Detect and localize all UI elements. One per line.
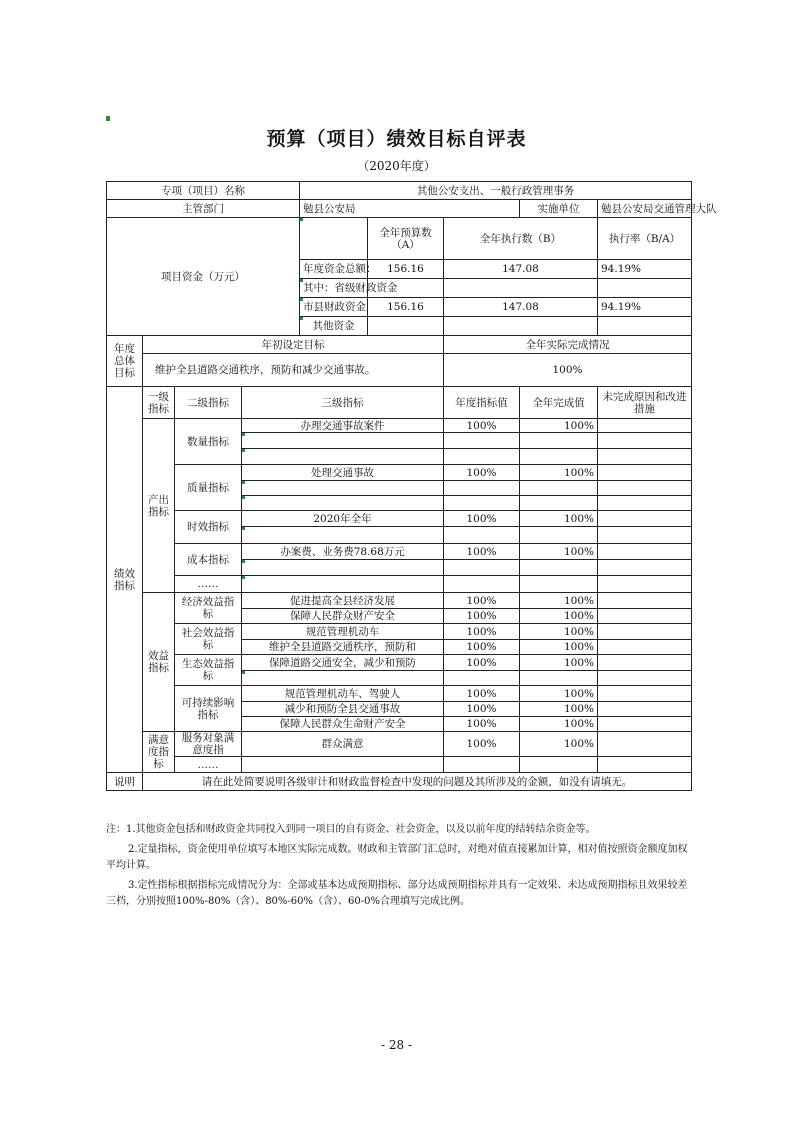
page-number: - 28 -: [380, 1038, 412, 1052]
note-2: 2.定量指标，资金使用单位填写本地区实际完成数。财政和主管部门汇总时，对绝对值直接累加计算，相对值按照资金额度加权平均计算。: [106, 844, 688, 871]
note-1: 注：1.其他资金包括和财政资金共同投入到同一项目的自有资金、社会资金，以及以前年度的结转结余资金等。: [106, 824, 596, 835]
indicator-name: 办理交通事故案件: [242, 419, 444, 433]
indicator-reason: [598, 624, 692, 640]
indicator-row: [107, 686, 692, 702]
indicator-name: 促进提高全县经济发展: [242, 593, 444, 609]
indicator-row: [107, 732, 692, 757]
indicator-actual: 100%: [520, 640, 598, 655]
indicator-reason: [598, 593, 692, 609]
indicator-target: 100%: [444, 465, 520, 481]
indicator-target: 100%: [444, 419, 520, 433]
indicator-row: [107, 624, 692, 640]
indicator-row: [107, 419, 692, 433]
overall-target-value: 维护全县道路交通秩序，预防和减少交通事故。: [143, 354, 444, 387]
funds-label: 项目资金（万元）: [107, 218, 300, 336]
indicator-actual: 100%: [520, 702, 598, 717]
indicator-actual: 100%: [520, 544, 598, 560]
indicator-name: 处理交通事故: [242, 465, 444, 481]
overall-col-actual: 全年实际完成情况: [444, 336, 692, 354]
note-3: 3.定性指标根据指标完成情况分为：全部或基本达成预期指标、部分达成预期指标并具有一定效果、未达成预期指标且效果较差三档，分别按照100%-80%（含）、80%-60%（含）、60-0%合理填写完成比例。: [106, 880, 688, 907]
department-row: [107, 200, 692, 218]
indicator-name: 减少和预防全县交通事故: [242, 702, 444, 717]
h-level1: 一级指标: [143, 387, 175, 419]
indicator-target: 100%: [444, 717, 520, 732]
funds-col-budget: 全年预算数（A）: [368, 218, 444, 260]
quality-indicator-label: 质量指标: [175, 465, 242, 511]
notes: [106, 822, 691, 914]
funds-rate-value: 94.19%: [598, 260, 692, 279]
overall-value-row: [107, 354, 692, 387]
funds-rate-value: [598, 279, 692, 298]
dept-value: 勉县公安局: [300, 200, 520, 218]
indicator-target: 100%: [444, 544, 520, 560]
indicator-row: [107, 511, 692, 527]
output-indicator-label: 产出指标: [143, 419, 175, 593]
indicator-name: 2020年全年: [242, 511, 444, 527]
service-satisfaction-label: 服务对象满意度指: [175, 732, 242, 757]
project-name-row: [107, 182, 692, 200]
indicator-reason: [598, 655, 692, 671]
remark-label: 说明: [107, 773, 143, 791]
indicator-reason: [598, 702, 692, 717]
indicators-header-row: [107, 387, 692, 419]
indicator-reason: [598, 544, 692, 560]
funds-row-label: 其中：省级财政资金: [300, 279, 368, 298]
indicator-actual: 100%: [520, 624, 598, 640]
indicator-actual: 100%: [520, 655, 598, 671]
indicator-reason: [598, 686, 692, 702]
funds-header-blank: [300, 218, 368, 260]
indicator-actual: 100%: [520, 511, 598, 527]
overall-actual-value: 100%: [444, 354, 692, 387]
impl-unit-label: 实施单位: [520, 200, 598, 218]
social-indicator-label: 社会效益指标: [175, 624, 242, 655]
indicators-label: 绩效指标: [107, 387, 143, 773]
time-indicator-label: 时效指标: [175, 511, 242, 544]
satisfaction-indicator-label: 满意度指标: [143, 732, 175, 773]
indicator-row: [107, 544, 692, 560]
indicator-actual: 100%: [520, 465, 598, 481]
project-name-value: 其他公安支出、一般行政管理事务: [300, 182, 692, 200]
indicator-target: 100%: [444, 511, 520, 527]
corner-mark: [106, 116, 110, 121]
qty-indicator-label: 数量指标: [175, 419, 242, 465]
overall-label: 年度总体目标: [107, 336, 143, 387]
indicator-reason: [598, 640, 692, 655]
indicator-name: 保障人民群众生命财产安全: [242, 717, 444, 732]
sust-indicator-label: 可持续影响指标: [175, 686, 242, 732]
indicator-target: 100%: [444, 609, 520, 624]
satisfaction-ellipsis-row: [107, 757, 692, 773]
indicator-actual: 100%: [520, 593, 598, 609]
indicator-actual: 100%: [520, 686, 598, 702]
indicator-reason: [598, 511, 692, 527]
funds-budget-value: 156.16: [368, 260, 444, 279]
ellipsis: ……: [175, 757, 242, 773]
indicator-target: 100%: [444, 593, 520, 609]
h-level2: 二级指标: [175, 387, 242, 419]
project-name-label: 专项（项目）名称: [107, 182, 300, 200]
performance-table: [106, 181, 717, 791]
page-title: 预算（项目）绩效目标自评表: [266, 128, 527, 150]
indicator-reason: [598, 419, 692, 433]
overall-header-row: [107, 336, 692, 354]
indicator-name: 维护全县道路交通秩序，预防和: [242, 640, 444, 655]
indicator-reason: [598, 465, 692, 481]
funds-row-label: 市县财政资金: [300, 298, 368, 317]
indicator-target: 100%: [444, 732, 520, 757]
funds-rate-value: [598, 317, 692, 336]
funds-row-label: 年度资金总额：: [300, 260, 368, 279]
funds-exec-value: 147.08: [444, 298, 598, 317]
indicator-name: 保障道路交通安全，减少和预防: [242, 655, 444, 671]
funds-row-label: 其他资金: [300, 317, 368, 336]
indicator-name: 群众满意: [242, 732, 444, 757]
funds-col-rate: 执行率（B/A）: [598, 218, 692, 260]
dept-label: 主管部门: [107, 200, 300, 218]
indicator-target: 100%: [444, 624, 520, 640]
indicator-name: 规范管理机动车: [242, 624, 444, 640]
remark-row: [107, 773, 692, 791]
indicator-row: [107, 593, 692, 609]
indicator-row: [107, 465, 692, 481]
indicator-reason: [598, 717, 692, 732]
indicator-actual: 100%: [520, 609, 598, 624]
eco-indicator-label: 生态效益指标: [175, 655, 242, 686]
funds-exec-value: [444, 279, 598, 298]
funds-exec-value: [444, 317, 598, 336]
funds-col-exec: 全年执行数（B）: [444, 218, 598, 260]
overall-col-target: 年初设定目标: [143, 336, 444, 354]
funds-budget-value: [368, 317, 444, 336]
indicator-target: 100%: [444, 640, 520, 655]
impl-unit-value: 勉县公安局交通管理大队: [598, 200, 692, 218]
indicator-name: 保障人民群众财产安全: [242, 609, 444, 624]
remark-text: 请在此处简要说明各级审计和财政监督检查中发现的问题及其所涉及的金额，如没有请填无。: [143, 773, 692, 791]
funds-header-row: [107, 218, 692, 260]
indicator-actual: 100%: [520, 732, 598, 757]
indicator-target: 100%: [444, 702, 520, 717]
funds-rate-value: 94.19%: [598, 298, 692, 317]
indicator-actual: 100%: [520, 419, 598, 433]
page-subtitle-year: （2020年度）: [357, 159, 436, 173]
indicator-reason: [598, 609, 692, 624]
indicator-target: 100%: [444, 655, 520, 671]
indicator-actual: 100%: [520, 717, 598, 732]
benefit-indicator-label: 效益指标: [143, 593, 175, 732]
h-level3: 三级指标: [242, 387, 444, 419]
funds-budget-value: 156.16: [368, 298, 444, 317]
indicator-name: 办案费、业务费78.68万元: [242, 544, 444, 560]
indicator-reason: [598, 732, 692, 757]
h-target: 年度指标值: [444, 387, 520, 419]
h-reason: 未完成原因和改进措施: [598, 387, 692, 419]
ellipsis: ……: [175, 576, 242, 593]
indicator-name: 规范管理机动车、驾驶人: [242, 686, 444, 702]
h-actual: 全年完成值: [520, 387, 598, 419]
cost-indicator-label: 成本指标: [175, 544, 242, 576]
indicator-row: [107, 655, 692, 671]
output-ellipsis-row: [107, 576, 692, 593]
indicator-target: 100%: [444, 686, 520, 702]
funds-exec-value: 147.08: [444, 260, 598, 279]
econ-indicator-label: 经济效益指标: [175, 593, 242, 624]
